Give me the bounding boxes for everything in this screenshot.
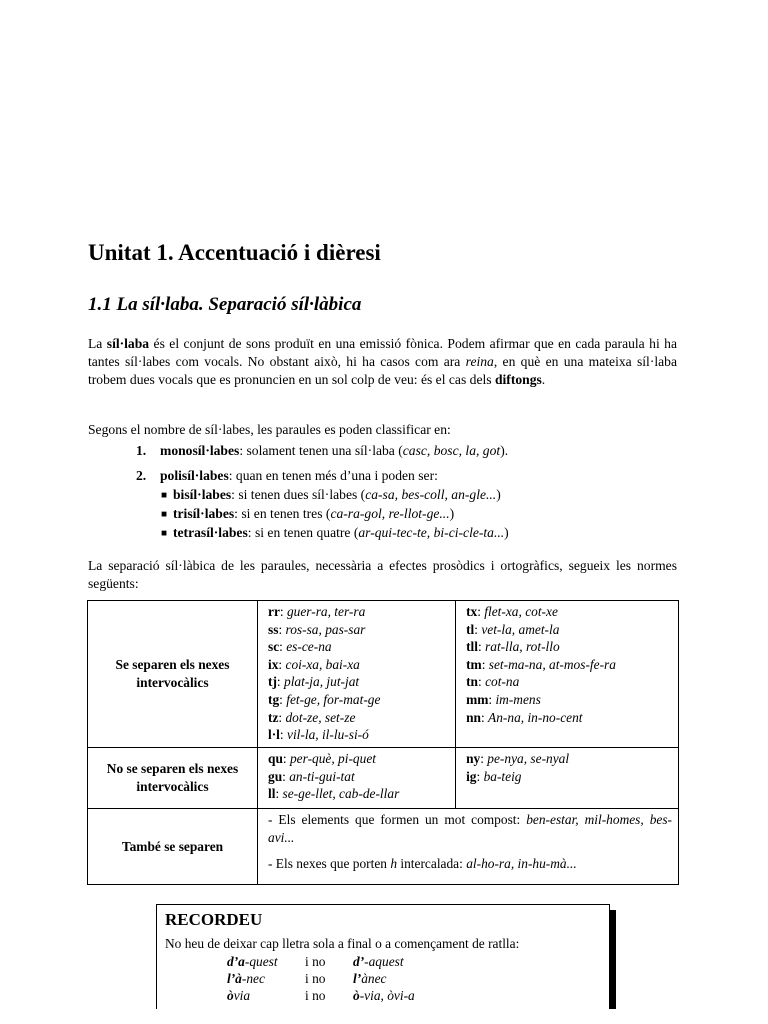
list-text: : si tenen dues síl·labes ( (231, 487, 366, 502)
nexus-pair: ss: ros-sa, pas-sar (268, 621, 366, 637)
table-row (88, 748, 679, 809)
rule-letter: h (390, 856, 398, 872)
nexus-example: dot-ze, set-ze (285, 709, 356, 725)
term-sillaba: síl·laba (106, 336, 150, 351)
split-rest: ànec (361, 971, 387, 986)
section-title: 1.1 La síl·laba. Separació síl·làbica (88, 294, 362, 315)
example-reina: reina (465, 354, 494, 369)
connector: i no (305, 954, 326, 969)
nexus-pair: l·l: vil-la, il-lu-si-ó (268, 727, 369, 743)
term-diftongs: diftongs (494, 372, 542, 387)
rule-examples: ben-estar, mil-homes, bes-avi... (268, 812, 673, 845)
split-rest: via (233, 988, 251, 1003)
split-bold: l’à (227, 971, 242, 986)
intro-text-1: La (88, 336, 107, 351)
list-examples: ca-ra-gol, re-llot-ge... (330, 506, 450, 521)
nexus: ig (466, 768, 477, 784)
list-end: ) (504, 525, 509, 540)
nexus: tn (466, 674, 478, 690)
nexus: tll (466, 639, 478, 655)
example-row (165, 987, 601, 1004)
square-bullet-icon: ■ (161, 509, 168, 520)
sub-list-item (161, 505, 454, 524)
nexus-example: se-ge-llet, cab-de-llar (282, 786, 400, 802)
nexus: tl (466, 621, 475, 637)
list-number: 2. (136, 468, 147, 483)
intro-paragraph (88, 335, 677, 389)
sub-list-item (161, 524, 509, 543)
nexus-example: vet-la, amet-la (481, 621, 560, 637)
list-examples: ar-qui-tec-te, bi-ci-cle-ta... (358, 525, 505, 540)
nexus: tm (466, 656, 482, 672)
list-item (136, 467, 438, 485)
right-split (353, 970, 386, 988)
nexus-example: es-ce-na (286, 639, 332, 655)
list-text: : si en tenen quatre ( (247, 525, 359, 540)
nexus: tz (268, 709, 279, 725)
page-title: Unitat 1. Accentuació i dièresi (88, 240, 381, 265)
nexus: tj (268, 674, 277, 690)
nexus-example: an-ti-gui-tat (289, 768, 355, 784)
nexus: nn (466, 709, 481, 725)
nexus-example: coi-xa, bai-xa (285, 656, 360, 672)
right-split (353, 953, 404, 971)
intro-text-4: . (541, 372, 546, 387)
wrong-split (227, 953, 278, 971)
nexus-list-right (456, 748, 679, 809)
table-row (88, 601, 679, 748)
nexus-pair: tll: rat-lla, rot-llo (466, 639, 560, 655)
list-text: : si en tenen tres ( (234, 506, 331, 521)
table-row (88, 809, 679, 885)
nexus-pair: rr: guer-ra, ter-ra (268, 604, 366, 619)
list-end: ) (496, 487, 501, 502)
nexus-pair: tg: fet-ge, for-mat-ge (268, 691, 381, 707)
example-row (165, 953, 601, 970)
nexus-example: An-na, in-no-cent (488, 709, 583, 725)
row-header: També se separen (88, 809, 258, 885)
split-rest: -quest (244, 954, 278, 969)
square-bullet-icon: ■ (161, 490, 168, 501)
nexus-pair: ll: se-ge-llet, cab-de-llar (268, 786, 400, 802)
nexus-pair: ny: pe-nya, se-nyal (466, 751, 570, 766)
nexus: ix (268, 656, 279, 672)
nexus-example: ros-sa, pas-sar (285, 621, 366, 637)
nexus-pair: qu: per-què, pi-quet (268, 751, 376, 766)
wrong-split (227, 970, 265, 988)
split-bold: d’a (227, 954, 245, 969)
nexus: tx (466, 604, 478, 619)
nexus: tg (268, 691, 280, 707)
rule-text: - Els nexes que porten (268, 856, 391, 872)
nexus: rr (268, 604, 280, 619)
rule-text: intercalada: (397, 856, 467, 872)
list-end: ). (500, 443, 509, 458)
nexus-pair: tj: plat-ja, jut-jat (268, 674, 360, 690)
nexus: ss (268, 621, 279, 637)
list-term: polisíl·labes (160, 468, 229, 483)
row-header: Se separen els nexes intervocàlics (88, 601, 258, 748)
nexus-pair: nn: An-na, in-no-cent (466, 709, 583, 725)
nexus-example: rat-lla, rot-llo (485, 639, 560, 655)
list-term: monosíl·labes (160, 443, 240, 458)
remember-box (156, 904, 610, 1014)
nexus: sc (268, 639, 280, 655)
split-rest: -aquest (364, 954, 404, 969)
example-row (165, 970, 601, 987)
classify-intro: Segons el nombre de síl·labes, les paraules es poden classificar en: (88, 422, 451, 437)
nexus-pair: sc: es-ce-na (268, 639, 332, 655)
nexus-pair: tm: set-ma-na, at-mos-fe-ra (466, 656, 616, 672)
split-bold: ò (227, 988, 234, 1003)
nexus-pair: tz: dot-ze, set-ze (268, 709, 356, 725)
nexus-example: fet-ge, for-mat-ge (286, 691, 381, 707)
list-number: 1. (136, 443, 147, 458)
nexus-pair: ig: ba-teig (466, 768, 522, 784)
nexus-example: pe-nya, se-nyal (487, 751, 570, 766)
nexus-pair: tl: vet-la, amet-la (466, 621, 560, 637)
nexus-example: ba-teig (483, 768, 522, 784)
wrong-split (227, 987, 250, 1005)
row-header: No se separen els nexes intervocàlics (88, 748, 258, 809)
nexus-list-left (258, 748, 456, 809)
compound-words-rule (268, 811, 672, 846)
rule-text: - Els elements que formen un mot compost: (268, 812, 527, 827)
nexus-example: guer-ra, ter-ra (286, 604, 366, 619)
list-term: tetrasíl·labes (173, 525, 248, 540)
nexus-example: per-què, pi-quet (289, 751, 376, 766)
list-text: : solament tenen una síl·laba ( (239, 443, 403, 458)
list-examples: ca-sa, bes-coll, an-gle... (365, 487, 497, 502)
square-bullet-icon: ■ (161, 528, 168, 539)
h-nexus-rule (268, 855, 672, 873)
nexus-pair: ix: coi-xa, bai-xa (268, 656, 360, 672)
split-bold: l’ (353, 971, 362, 986)
split-rest: -via, òvi-a (359, 988, 415, 1003)
connector: i no (305, 971, 326, 986)
nexus: mm (466, 691, 489, 707)
nexus-pair: gu: an-ti-gui-tat (268, 768, 355, 784)
nexus-list-left (258, 601, 456, 748)
intro-text-3: , en què en una mateixa síl·laba trobem dues vocals que es pronuncien en un sol colp de veu: és el cas dels (88, 354, 677, 387)
nexus-example: flet-xa, cot-xe (484, 604, 558, 619)
nexus-example: cot-na (485, 674, 520, 690)
nexus-pair: tn: cot-na (466, 674, 520, 690)
intro-text-2: és el conjunt de sons produït en una emissió fònica. Podem afirmar que en cada paraula hi ha tantes síl·labes com vocals. No obstant això, hi ha casos com ara (88, 336, 677, 369)
nexus-pair: tx: flet-xa, cot-xe (466, 604, 558, 619)
split-bold: ò (353, 988, 360, 1003)
connector: i no (305, 988, 326, 1003)
nexus: qu (268, 751, 283, 766)
nexus: ll (268, 786, 276, 802)
nexus: l·l (268, 727, 280, 743)
remember-title: RECORDEU (165, 910, 263, 929)
right-split (353, 987, 415, 1005)
nexus-pair: mm: im-mens (466, 691, 541, 707)
list-text: : quan en tenen més d’una i poden ser: (228, 468, 438, 483)
nexus: gu (268, 768, 283, 784)
sub-list-item (161, 486, 501, 505)
nexus-example: set-ma-na, at-mos-fe-ra (488, 656, 616, 672)
nexus-example: im-mens (495, 691, 541, 707)
separation-intro: La separació síl·làbica de les paraules, necessària a efectes prosòdics i ortogràfics, segueix les normes següents: (88, 558, 677, 591)
list-examples: casc, bosc, la, got (402, 443, 501, 458)
nexus-list-right (456, 601, 679, 748)
also-separated-cell (258, 809, 679, 885)
list-term: trisíl·labes (173, 506, 235, 521)
rule-examples: al-ho-ra, in-hu-mà... (466, 856, 577, 872)
syllable-separation-table (87, 600, 679, 885)
remember-text: No heu de deixar cap lletra sola a final o a començament de ratlla: (165, 936, 520, 951)
list-term: bisíl·labes (173, 487, 232, 502)
split-bold: d’ (353, 954, 365, 969)
page-bottom-edge (0, 1009, 768, 1024)
nexus-example: plat-ja, jut-jat (284, 674, 360, 690)
nexus-example: vil-la, il-lu-si-ó (287, 727, 369, 743)
list-end: ) (449, 506, 455, 521)
list-item (136, 442, 508, 460)
split-rest: -nec (241, 971, 265, 986)
nexus: ny (466, 751, 481, 766)
